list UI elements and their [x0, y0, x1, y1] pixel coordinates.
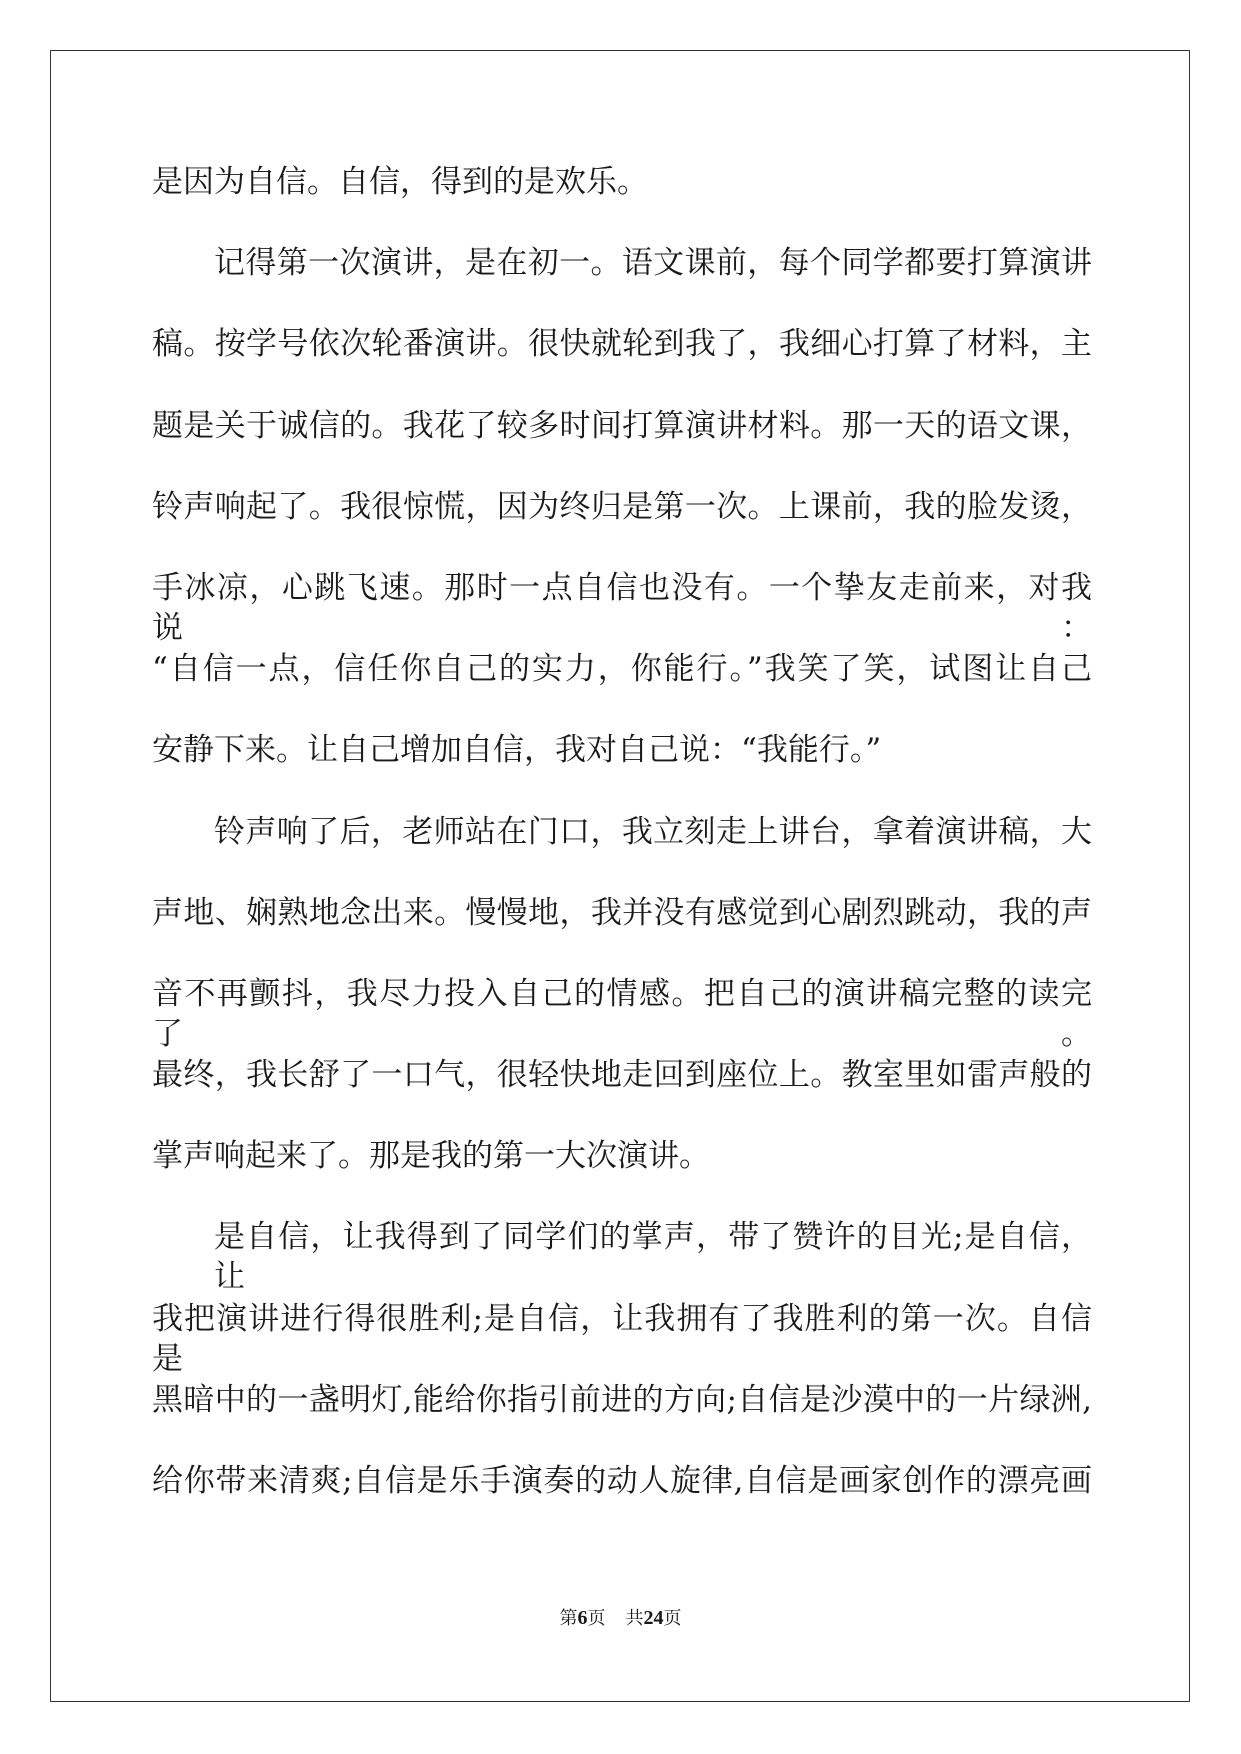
text-line: 题是关于诚信的。我花了较多时间打算演讲材料。那一天的语文课，: [152, 407, 1092, 444]
text-line: 声地、娴熟地念出来。慢慢地，我并没有感觉到心剧烈跳动，我的声: [152, 894, 1092, 931]
text-line: 黑暗中的一盏明灯,能给你指引前进的方向;自信是沙漠中的一片绿洲,: [152, 1381, 1092, 1418]
text-line: 最终，我长舒了一口气，很轻快地走回到座位上。教室里如雷声般的: [152, 1057, 1092, 1094]
total-suffix: 页: [663, 1608, 682, 1629]
text-line: 手冰凉，心跳飞速。那时一点自信也没有。一个挚友走前来，对我说：: [152, 569, 1092, 646]
text-line: 掌声响起来了。那是我的第一大次演讲。: [152, 1138, 710, 1175]
text-line: 铃声响起了。我很惊慌，因为终归是第一次。上课前，我的脸发烫，: [152, 488, 1092, 525]
text-line: 是因为自信。自信，得到的是欢乐。: [152, 164, 648, 200]
page-number: 6: [577, 1607, 588, 1629]
text-line: 是自信，让我得到了同学们的掌声，带了赞许的目光;是自信，让: [214, 1219, 1092, 1296]
text-line: 我把演讲进行得很胜利;是自信，让我拥有了我胜利的第一次。自信是: [152, 1300, 1092, 1377]
text-line: “自信一点，信任你自己的实力，你能行。”我笑了笑，试图让自己: [152, 651, 1092, 688]
text-line: 稿。按学号依次轮番演讲。很快就轮到我了，我细心打算了材料，主: [152, 326, 1092, 363]
total-pages: 24: [643, 1607, 664, 1629]
page-suffix: 页: [587, 1608, 606, 1629]
text-line: 铃声响了后，老师站在门口，我立刻走上讲台，拿着演讲稿，大: [214, 813, 1092, 850]
text-line: 给你带来清爽;自信是乐手演奏的动人旋律,自信是画家创作的漂亮画: [152, 1463, 1092, 1499]
page-prefix: 第: [559, 1608, 578, 1629]
text-line: 安静下来。让自己增加自信，我对自己说：“我能行。”: [152, 732, 882, 769]
document-body: [152, 162, 1092, 1542]
page-footer: [0, 1604, 1241, 1630]
total-prefix: 共: [625, 1608, 644, 1629]
text-line: 记得第一次演讲，是在初一。语文课前，每个同学都要打算演讲: [214, 245, 1092, 282]
text-line: 音不再颤抖，我尽力投入自己的情感。把自己的演讲稿完整的读完了。: [152, 975, 1092, 1052]
